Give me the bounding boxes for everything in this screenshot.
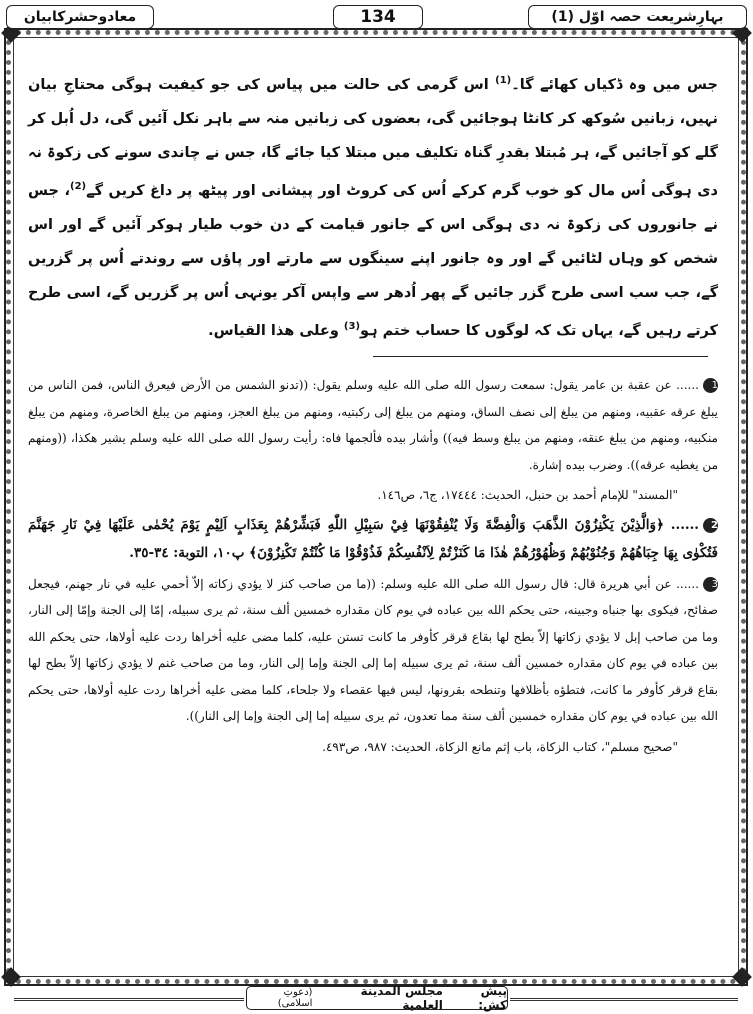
footnote-marker[interactable]: (3) xyxy=(343,320,361,332)
main-text xyxy=(28,64,718,347)
footer-rule xyxy=(510,998,738,1001)
chapter-title: معادوحشرکابیان xyxy=(6,5,154,29)
presenter-label: پیش کش: xyxy=(478,984,507,1012)
footnote-number-badge: 1 xyxy=(703,378,718,393)
footnote-reference: "المسند" للإمام أحمد بن حنبل، الحديث: ١٧٤٤٤، ج٦، ص١٤٦. xyxy=(377,488,678,502)
main-paragraph: جس میں وہ ڈکیاں کھائے گا۔$^{(1)}$ اس گرمی کی حالت میں پیاس کی جو کیفیت ہوگی محتاجِ بیان نہیں، زبانیں سُوکھ کر کانٹا ہوجائیں گی، بعضوں کی زبانیں منہ سے باہر نکل آئیں گی، دل اُبل کر گلے کو آجائیں گے، ہر مُبتلا بقدرِ گناہ تکلیف میں مبتلا کیا جائے گا، جس نے چاندی سونے کی زکوۃ نہ دی ہوگی اُس مال کو خوب گرم کرکے اُس کی کروٹ اور پیشانی اور پیٹھ پر داغ کریں گے$^{(2)}$، جس نے جانوروں کی زکوۃ نہ دی ہوگی اس کے جانور قیامت کے دن خوب طیار ہوکر آئیں گے اور اس شخص کو وہاں لٹائیں گے اور وہ جانور اپنے سینگوں سے مارتے اور پاؤں سے روندتے اُس پر گزریں گے، جب سب اسی طرح گزر جائیں گے پھر اُدھر سے واپس آکر یونہی اُس پر گزریں گے، اسی طرح کرتے رہیں گے، یہاں تک کہ لوگوں کا حساب ختم ہو$^{(3)}$ وعلی ھذا القیاس. xyxy=(28,75,719,339)
footnote-3 xyxy=(28,571,718,730)
footnote-marker[interactable]: (1) xyxy=(495,75,512,86)
footnote-text: ...... عن أبي هريرة قال: قال رسول الله صلى الله عليه وسلم: ((ما من صاحب كنز لا يؤدي زكاته إلاّ أحمي عليه في نار جهنم، فيجعل صفائح، فيكوى بها جنباه وجبينه، حتى يحكم الله بين عباده في يوم كان مقداره خمسين ألف سنة، ثم يرى سبيله، إمّا إلى الجنة وإمّا إلى النار، وما من صاحب إبل لا يؤدي زكاتها إلاّ بطح لها بقاع قرقر كأوفر ما كانت تستن عليه، كلما مضى عليه أخراها ردت عليه أولاها، حتى يحكم الله بين عباده في يوم كان مقداره خمسين ألف سنة، ثم يرى سبيله إما إلى الجنة وإما إلى النار، وما من صاحب غنم لا يؤدي زكاتها إلاّ بطح لها بقاع قرقر كأوفر ما كانت، فتطؤه بأظلافها وتنطحه بقرونها، ليس فيها عقصاء ولا جلحاء، كلما مضى عليه أخراها ردت عليه أولاها، حتى يحكم الله بين عباده في يوم كان مقداره خمسين ألف سنة مما تعدون، ثم يرى سبيله إما إلى الجنة وإما إلى النار)). xyxy=(28,576,718,723)
text-run: وعلی ھذا القیاس. xyxy=(208,322,339,339)
footnote-2 xyxy=(28,511,718,567)
publisher-badge xyxy=(246,986,508,1010)
text-run: جس میں وہ ڈکیاں کھائے گا۔ xyxy=(511,76,718,93)
footnote-divider xyxy=(373,356,708,357)
footnote-reference: "صحيح مسلم"، كتاب الزكاة، باب إثم مانع الزكاة، الحديث: ٩٨٧، ص٤٩٣. xyxy=(322,739,678,754)
publisher-name: مجلس المدينة العلمية xyxy=(360,984,443,1012)
footnote-text: ...... عن عقبة بن عامر يقول: سمعت رسول الله صلى الله عليه وسلم يقول: ((تدنو الشمس من الأرض فيعرق الناس، فمن الناس من يبلغ عرقه عقبيه، ومنهم من يبلغ إلى نصف الساق، ومنهم من يبلغ إلى ركبتيه، ومنهم من يبلغ العجز، ومنهم من يبلغ الخاصرة، ومنهم من يبلغ منكبيه، ومنهم من يبلغ عنقه، ومنهم من يبلغ وسط فيه)) وأشار بيده فألجمها فاه: رأيت رسول الله صلى الله عليه وسلم يشير هكذا، ((ومنهم من يغطيه عرقه)). وضرب بيده إشارة. xyxy=(28,378,718,472)
footnote-number-badge: 2 xyxy=(703,518,718,533)
publisher-subtitle: (دعوتِ اسلامی) xyxy=(277,987,313,1009)
text-run: اس گرمی کی حالت میں پیاس کی جو کیفیت ہوگی محتاجِ بیان نہیں، زبانیں سُوکھ کر کانٹا ہوجائیں گی، بعضوں کی زبانیں منہ سے باہر نکل آئیں گی، دل اُبل کر گلے کو آجائیں گے، ہر مُبتلا بقدرِ گناہ تکلیف میں مبتلا کیا جائے گا، جس نے چاندی سونے کی زکوۃ نہ دی ہوگی اُس مال کو خوب گرم کرکے اُس کی کروٹ اور پیشانی اور پیٹھ پر داغ کریں گے xyxy=(28,76,719,199)
text-run: جس نے جانوروں کی زکوۃ نہ دی ہوگی اس کے جانور قیامت کے دن خوب طیار ہوکر آئیں گے اور اس شخص کو وہاں لٹائیں گے اور وہ جانور اپنے سینگوں سے مارتے اور پاؤں سے روندتے اُس پر گزریں گے، جب سب اسی طرح گزر جائیں گے پھر اُدھر سے واپس آکر یونہی اُس پر گزریں گے، اسی طرح کرتے رہیں گے، یہاں تک کہ لوگوں کا حساب ختم ہو xyxy=(28,182,718,339)
page-header xyxy=(0,3,753,33)
book-title: بہارِشریعت حصہ اوّل (1) xyxy=(528,5,747,29)
page-footer xyxy=(0,985,753,1013)
page-number: 134 xyxy=(333,5,423,29)
footnote-marker[interactable]: (2) xyxy=(69,180,87,192)
footnote-number-badge: 3 xyxy=(703,577,718,592)
footnote-text: ...... ﴿وَالَّذِيْنَ يَكْنِزُوْنَ الذَّهَبَ وَالْفِضَّةَ وَلَا يُنْفِقُوْنَهَا فِيْ سَبِيْلِ اللّٰهِ فَبَشِّرْهُمْ بِعَذَابٍ اَلِيْمٍ يَوْمَ يُحْمٰى عَلَيْهَا فِيْ نَارِ جَهَنَّمَ فَتُكْوٰى بِهَا جِبَاهُهُمْ وَجُنُوْبُهُمْ وَظُهُوْرُهُمْ هٰذَا مَا كَنَزْتُمْ لِاَنْفُسِكُمْ فَذُوْقُوْا مَا كُنْتُمْ تَكْنِزُوْنَ﴾ پ١٠، التوبة: ٣٤-٣٥. xyxy=(28,516,718,561)
footnote-1 xyxy=(28,372,718,478)
footer-rule xyxy=(14,998,244,1001)
footnotes xyxy=(28,372,718,762)
